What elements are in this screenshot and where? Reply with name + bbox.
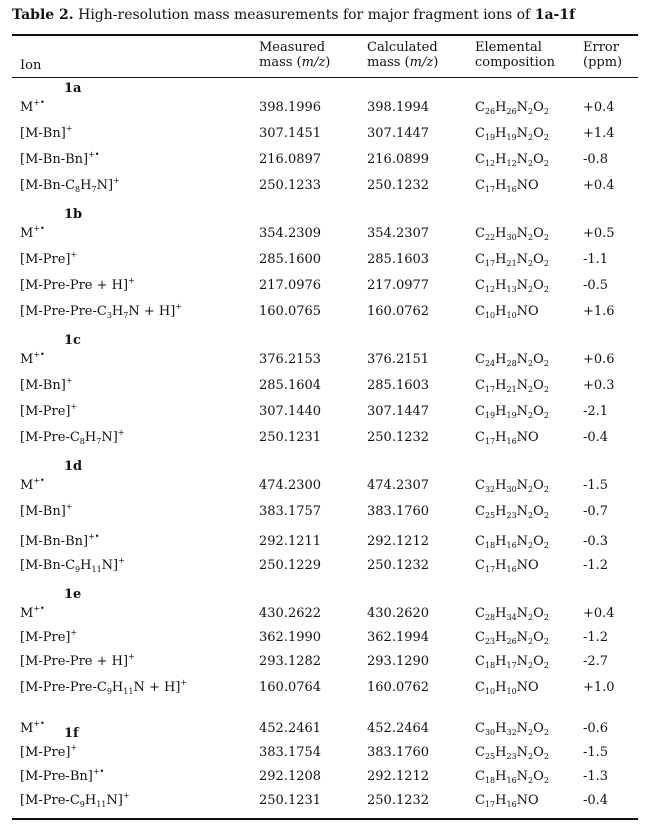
group-heading-1a: 1a [64, 81, 82, 96]
group-heading-1e: 1e [64, 587, 82, 602]
measured-mass-cell: 383.1754 [259, 745, 322, 760]
header-calculated [367, 40, 438, 70]
composition-cell: $C_{19}H_{19}N_2O_2$ [475, 404, 549, 420]
header-error [583, 40, 622, 70]
table-row [0, 604, 650, 626]
measured-mass-cell: 217.0976 [259, 278, 322, 293]
calculated-mass-cell: 452.2464 [367, 721, 430, 736]
measured-mass-cell: 285.1604 [259, 378, 322, 393]
error-cell: -0.6 [583, 721, 609, 736]
error-cell: -1.2 [583, 558, 609, 573]
composition-cell: $C_{17}H_{21}N_2O_2$ [475, 252, 549, 268]
calculated-mass-cell: 292.1212 [367, 769, 430, 784]
calculated-mass-cell: 160.0762 [367, 304, 430, 319]
composition-cell: $C_{17}H_{16}NO$ [475, 430, 539, 446]
table-row [0, 556, 650, 578]
table-row [0, 502, 650, 524]
group-heading-1d: 1d [64, 459, 83, 474]
ion-cell: $[M-Pre-C_8H_7N]^+$ [20, 428, 125, 446]
composition-cell: $C_{12}H_{13}N_2O_2$ [475, 278, 549, 294]
error-cell: -1.5 [583, 478, 609, 493]
table-row [0, 350, 650, 372]
calculated-mass-cell: 250.1232 [367, 178, 430, 193]
caption-label: Table 2. [12, 7, 74, 23]
error-cell: +0.4 [583, 606, 615, 621]
error-cell: -1.5 [583, 745, 609, 760]
measured-mass-cell: 216.0897 [259, 152, 322, 167]
ion-cell: $[M-Pre-Pre-C_3H_7N + H]^+$ [20, 302, 183, 320]
calculated-mass-cell: 307.1447 [367, 404, 430, 419]
header-composition [475, 40, 555, 70]
measured-mass-cell: 307.1440 [259, 404, 322, 419]
calculated-mass-cell: 362.1994 [367, 630, 430, 645]
table-row [0, 791, 650, 813]
group-heading-1b: 1b [64, 207, 83, 222]
ion-cell: $[M-Pre-Pre-C_9H_{11}N + H]^+$ [20, 678, 188, 696]
header-error-line1: Error [583, 40, 619, 55]
table-row [0, 743, 650, 765]
calculated-mass-cell: 307.1447 [367, 126, 430, 141]
error-cell: -2.7 [583, 654, 609, 669]
composition-cell: $C_{19}H_{19}N_2O_2$ [475, 126, 549, 142]
error-cell: -0.8 [583, 152, 609, 167]
calculated-mass-cell: 430.2620 [367, 606, 430, 621]
header-composition-line1: Elemental [475, 40, 542, 55]
calculated-mass-cell: 398.1994 [367, 100, 430, 115]
table-row [0, 402, 650, 424]
measured-mass-cell: 250.1229 [259, 558, 322, 573]
ion-cell: M+• [20, 98, 45, 115]
measured-mass-cell: 383.1757 [259, 504, 322, 519]
measured-mass-cell: 474.2300 [259, 478, 322, 493]
error-cell: -1.2 [583, 630, 609, 645]
ion-cell: [M-Bn]+ [20, 124, 73, 141]
error-cell: -2.1 [583, 404, 609, 419]
header-composition-line2: composition [475, 55, 555, 70]
composition-cell: $C_{23}H_{26}N_2O_2$ [475, 630, 549, 646]
measured-mass-cell: 250.1233 [259, 178, 322, 193]
top-rule [12, 34, 638, 36]
composition-cell: $C_{18}H_{16}N_2O_2$ [475, 534, 549, 550]
measured-mass-cell: 285.1600 [259, 252, 322, 267]
ion-cell: [M-Bn]+ [20, 502, 73, 519]
calculated-mass-cell: 250.1232 [367, 558, 430, 573]
ion-cell: [M-Pre]+ [20, 402, 78, 419]
error-cell: -1.1 [583, 252, 609, 267]
header-rule [12, 77, 638, 78]
measured-mass-cell: 362.1990 [259, 630, 322, 645]
ion-cell: [M-Pre]+ [20, 250, 78, 267]
ion-cell: [M-Bn-Bn]+• [20, 532, 100, 549]
error-cell: +0.3 [583, 378, 615, 393]
error-cell: +1.6 [583, 304, 615, 319]
header-measured-line2: mass (m/z) [259, 55, 331, 70]
composition-cell: $C_{26}H_{26}N_2O_2$ [475, 100, 549, 116]
calculated-mass-cell: 383.1760 [367, 745, 430, 760]
ion-cell: M+• [20, 604, 45, 621]
calculated-mass-cell: 160.0762 [367, 680, 430, 695]
calculated-mass-cell: 285.1603 [367, 378, 430, 393]
error-cell: +0.6 [583, 352, 615, 367]
ion-cell: $[M-Pre-C_9H_{11}N]^+$ [20, 791, 130, 809]
ion-cell: M+• [20, 350, 45, 367]
caption-text: High-resolution mass measurements for major fragment ions of [73, 7, 535, 23]
measured-mass-cell: 292.1211 [259, 534, 322, 549]
calculated-mass-cell: 383.1760 [367, 504, 430, 519]
error-cell: +1.0 [583, 680, 615, 695]
composition-cell: $C_{24}H_{28}N_2O_2$ [475, 352, 549, 368]
table-row [0, 767, 650, 789]
ion-cell: $[M-Bn-C_9H_{11}N]^+$ [20, 556, 125, 574]
table-row [0, 376, 650, 398]
composition-cell: $C_{32}H_{30}N_2O_2$ [475, 478, 549, 494]
header-measured-line1: Measured [259, 40, 326, 55]
composition-cell: $C_{17}H_{16}NO$ [475, 178, 539, 194]
composition-cell: $C_{25}H_{23}N_2O_2$ [475, 745, 549, 761]
error-cell: -0.5 [583, 278, 609, 293]
measured-mass-cell: 354.2309 [259, 226, 322, 241]
table-row [0, 678, 650, 700]
measured-mass-cell: 250.1231 [259, 793, 322, 808]
calculated-mass-cell: 293.1290 [367, 654, 430, 669]
caption-compounds: 1a-1f [534, 7, 576, 23]
composition-cell: $C_{28}H_{34}N_2O_2$ [475, 606, 549, 622]
calculated-mass-cell: 474.2307 [367, 478, 430, 493]
measured-mass-cell: 292.1208 [259, 769, 322, 784]
composition-cell: $C_{10}H_{10}NO$ [475, 680, 539, 696]
table-row [0, 124, 650, 146]
table-row [0, 532, 650, 554]
table-row [0, 628, 650, 650]
error-cell: +0.4 [583, 100, 615, 115]
error-cell: -1.3 [583, 769, 609, 784]
measured-mass-cell: 160.0764 [259, 680, 322, 695]
error-cell: -0.4 [583, 430, 609, 445]
table-row [0, 250, 650, 272]
calculated-mass-cell: 285.1603 [367, 252, 430, 267]
ion-cell: [M-Pre]+ [20, 628, 78, 645]
ion-cell: [M-Pre-Pre + H]+ [20, 276, 135, 293]
calculated-mass-cell: 250.1232 [367, 430, 430, 445]
calculated-mass-cell: 250.1232 [367, 793, 430, 808]
table-row [0, 428, 650, 450]
table-row [0, 476, 650, 498]
table-row [0, 719, 650, 741]
ion-cell: M+• [20, 224, 45, 241]
measured-mass-cell: 376.2153 [259, 352, 322, 367]
composition-cell: $C_{12}H_{12}N_2O_2$ [475, 152, 549, 168]
error-cell: -0.3 [583, 534, 609, 549]
bottom-rule [12, 818, 638, 820]
measured-mass-cell: 293.1282 [259, 654, 322, 669]
table-row [0, 176, 650, 198]
header-calculated-line2: mass (m/z) [367, 55, 439, 70]
ion-cell: [M-Pre-Pre + H]+ [20, 652, 135, 669]
calculated-mass-cell: 376.2151 [367, 352, 430, 367]
error-cell: -0.7 [583, 504, 609, 519]
composition-cell: $C_{18}H_{16}N_2O_2$ [475, 769, 549, 785]
group-heading-1c: 1c [64, 333, 81, 348]
table-row [0, 276, 650, 298]
composition-cell: $C_{17}H_{21}N_2O_2$ [475, 378, 549, 394]
header-measured [259, 40, 330, 70]
calculated-mass-cell: 216.0899 [367, 152, 430, 167]
composition-cell: $C_{17}H_{16}NO$ [475, 793, 539, 809]
composition-cell: $C_{30}H_{32}N_2O_2$ [475, 721, 549, 737]
ion-cell: M+• [20, 476, 45, 493]
composition-cell: $C_{22}H_{30}N_2O_2$ [475, 226, 549, 242]
table-caption [12, 7, 575, 23]
measured-mass-cell: 430.2622 [259, 606, 322, 621]
ion-cell: [M-Bn-Bn]+• [20, 150, 100, 167]
measured-mass-cell: 398.1996 [259, 100, 322, 115]
table-row [0, 224, 650, 246]
table-row [0, 302, 650, 324]
ion-cell: [M-Pre]+ [20, 743, 78, 760]
measured-mass-cell: 250.1231 [259, 430, 322, 445]
ion-cell: [M-Pre-Bn]+• [20, 767, 105, 784]
header-ion: Ion [20, 58, 42, 73]
calculated-mass-cell: 354.2307 [367, 226, 430, 241]
header-calculated-line1: Calculated [367, 40, 438, 55]
header-error-line2: (ppm) [583, 55, 623, 70]
ion-cell: $[M-Bn-C_8H_7N]^+$ [20, 176, 120, 194]
calculated-mass-cell: 292.1212 [367, 534, 430, 549]
composition-cell: $C_{17}H_{16}NO$ [475, 558, 539, 574]
table-row [0, 652, 650, 674]
ion-cell: M+• [20, 719, 45, 736]
measured-mass-cell: 160.0765 [259, 304, 322, 319]
measured-mass-cell: 452.2461 [259, 721, 322, 736]
error-cell: +0.4 [583, 178, 615, 193]
table-row [0, 150, 650, 172]
composition-cell: $C_{18}H_{17}N_2O_2$ [475, 654, 549, 670]
composition-cell: $C_{10}H_{10}NO$ [475, 304, 539, 320]
table-row [0, 98, 650, 120]
calculated-mass-cell: 217.0977 [367, 278, 430, 293]
ion-cell: [M-Bn]+ [20, 376, 73, 393]
composition-cell: $C_{25}H_{23}N_2O_2$ [475, 504, 549, 520]
measured-mass-cell: 307.1451 [259, 126, 322, 141]
error-cell: -0.4 [583, 793, 609, 808]
group-heading-1f: 1f [64, 726, 79, 741]
error-cell: +0.5 [583, 226, 615, 241]
error-cell: +1.4 [583, 126, 615, 141]
